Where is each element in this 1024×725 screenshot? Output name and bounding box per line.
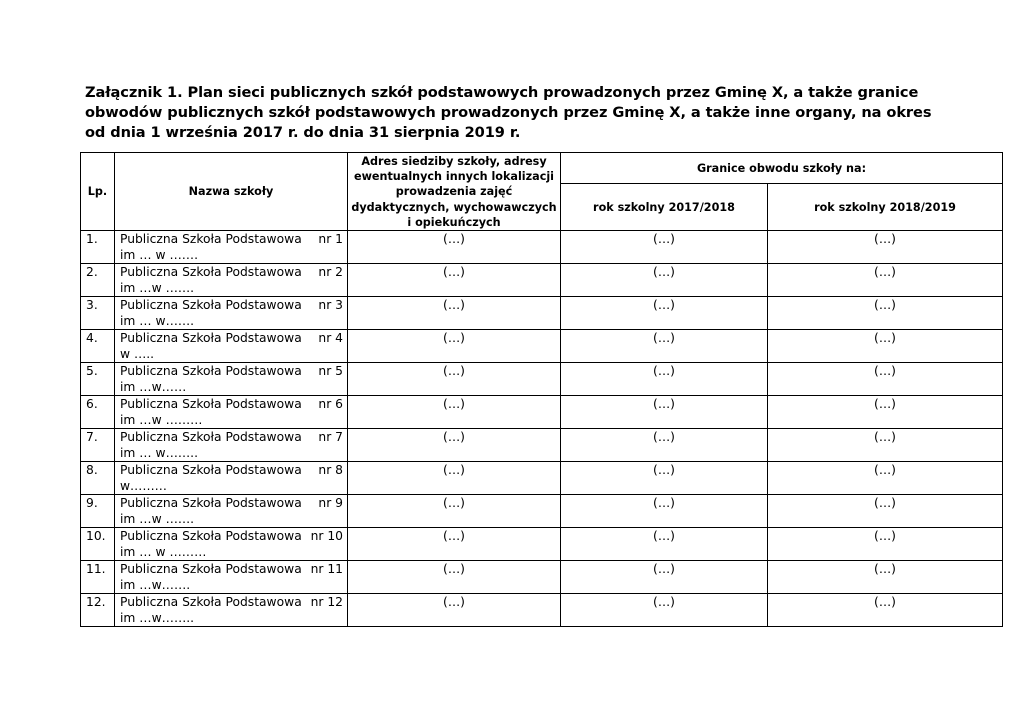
- header-year-2018-2019: rok szkolny 2018/2019: [768, 184, 1003, 231]
- school-number: nr 3: [318, 298, 343, 313]
- address-cell: (…): [348, 297, 561, 330]
- boundary-2018-2019-cell: (…): [768, 429, 1003, 462]
- row-number: 1.: [81, 231, 115, 264]
- table-row: [81, 396, 1003, 429]
- boundary-2017-2018-cell: (…): [561, 297, 768, 330]
- school-name: Publiczna Szkoła Podstawowa: [120, 397, 302, 412]
- table-row: [81, 297, 1003, 330]
- school-location: im …w……: [120, 380, 187, 395]
- school-name-cell: [115, 231, 348, 264]
- boundary-2017-2018-cell: (…): [561, 462, 768, 495]
- school-number: nr 7: [318, 430, 343, 445]
- header-address: Adres siedziby szkoły, adresy ewentualnych innych lokalizacji prowadzenia zajęć dydaktycznych, wychowawczych i opiekuńczych: [348, 153, 561, 231]
- school-name-cell: [115, 264, 348, 297]
- boundary-2018-2019-cell: (…): [768, 594, 1003, 627]
- address-cell: (…): [348, 594, 561, 627]
- boundary-2017-2018-cell: (…): [561, 231, 768, 264]
- header-lp: Lp.: [81, 153, 115, 231]
- school-name-cell: [115, 396, 348, 429]
- school-network-table: [80, 152, 1003, 627]
- boundary-2018-2019-cell: (…): [768, 363, 1003, 396]
- boundary-2017-2018-cell: (…): [561, 528, 768, 561]
- address-cell: (…): [348, 561, 561, 594]
- address-cell: (…): [348, 462, 561, 495]
- boundary-2018-2019-cell: (…): [768, 561, 1003, 594]
- school-name: Publiczna Szkoła Podstawowa: [120, 298, 302, 313]
- table-row: [81, 495, 1003, 528]
- table-body: [81, 231, 1003, 627]
- boundary-2018-2019-cell: (…): [768, 462, 1003, 495]
- boundary-2017-2018-cell: (…): [561, 330, 768, 363]
- table-row: [81, 363, 1003, 396]
- row-number: 4.: [81, 330, 115, 363]
- boundary-2017-2018-cell: (…): [561, 594, 768, 627]
- table-row: [81, 429, 1003, 462]
- school-number: nr 11: [310, 562, 343, 577]
- address-cell: (…): [348, 264, 561, 297]
- address-cell: (…): [348, 495, 561, 528]
- school-name: Publiczna Szkoła Podstawowa: [120, 265, 302, 280]
- boundary-2018-2019-cell: (…): [768, 330, 1003, 363]
- school-location: im … w…….: [120, 314, 195, 329]
- school-location: im …w…….: [120, 578, 191, 593]
- school-number: nr 10: [310, 529, 343, 544]
- boundary-2018-2019-cell: (…): [768, 264, 1003, 297]
- row-number: 9.: [81, 495, 115, 528]
- header-boundaries: Granice obwodu szkoły na:: [561, 153, 1003, 184]
- address-cell: (…): [348, 396, 561, 429]
- school-location: im …w …….: [120, 281, 195, 296]
- school-location: w………: [120, 479, 167, 494]
- row-number: 3.: [81, 297, 115, 330]
- school-name: Publiczna Szkoła Podstawowa: [120, 562, 302, 577]
- school-number: nr 4: [318, 331, 343, 346]
- school-location: im …w ………: [120, 413, 203, 428]
- address-cell: (…): [348, 231, 561, 264]
- school-name-cell: [115, 561, 348, 594]
- school-location: im … w ………: [120, 545, 207, 560]
- school-name: Publiczna Szkoła Podstawowa: [120, 364, 302, 379]
- school-number: nr 12: [310, 595, 343, 610]
- school-name: Publiczna Szkoła Podstawowa: [120, 463, 302, 478]
- table-row: [81, 264, 1003, 297]
- school-name-cell: [115, 363, 348, 396]
- table-row: [81, 330, 1003, 363]
- boundary-2017-2018-cell: (…): [561, 363, 768, 396]
- row-number: 8.: [81, 462, 115, 495]
- boundary-2017-2018-cell: (…): [561, 495, 768, 528]
- school-name: Publiczna Szkoła Podstawowa: [120, 232, 302, 247]
- school-name-cell: [115, 528, 348, 561]
- row-number: 6.: [81, 396, 115, 429]
- boundary-2017-2018-cell: (…): [561, 396, 768, 429]
- address-cell: (…): [348, 330, 561, 363]
- table-header: [81, 153, 1003, 231]
- row-number: 11.: [81, 561, 115, 594]
- school-name: Publiczna Szkoła Podstawowa: [120, 529, 302, 544]
- school-number: nr 9: [318, 496, 343, 511]
- school-location: im …w …….: [120, 512, 195, 527]
- header-year-2017-2018: rok szkolny 2017/2018: [561, 184, 768, 231]
- boundary-2018-2019-cell: (…): [768, 297, 1003, 330]
- school-number: nr 2: [318, 265, 343, 280]
- boundary-2017-2018-cell: (…): [561, 561, 768, 594]
- school-number: nr 1: [318, 232, 343, 247]
- school-name-cell: [115, 495, 348, 528]
- header-school-name: Nazwa szkoły: [115, 153, 348, 231]
- school-name: Publiczna Szkoła Podstawowa: [120, 496, 302, 511]
- school-location: w …..: [120, 347, 155, 362]
- school-number: nr 8: [318, 463, 343, 478]
- school-name-cell: [115, 297, 348, 330]
- address-cell: (…): [348, 363, 561, 396]
- row-number: 2.: [81, 264, 115, 297]
- boundary-2018-2019-cell: (…): [768, 528, 1003, 561]
- table-row: [81, 561, 1003, 594]
- row-number: 7.: [81, 429, 115, 462]
- row-number: 10.: [81, 528, 115, 561]
- school-name-cell: [115, 594, 348, 627]
- boundary-2018-2019-cell: (…): [768, 396, 1003, 429]
- table-row: [81, 462, 1003, 495]
- row-number: 5.: [81, 363, 115, 396]
- school-location: im … w……..: [120, 446, 198, 461]
- school-number: nr 6: [318, 397, 343, 412]
- school-name-cell: [115, 462, 348, 495]
- boundary-2018-2019-cell: (…): [768, 231, 1003, 264]
- school-name: Publiczna Szkoła Podstawowa: [120, 331, 302, 346]
- school-location: im …w……..: [120, 611, 195, 626]
- address-cell: (…): [348, 429, 561, 462]
- table-row: [81, 594, 1003, 627]
- address-cell: (…): [348, 528, 561, 561]
- school-name-cell: [115, 330, 348, 363]
- boundary-2018-2019-cell: (…): [768, 495, 1003, 528]
- school-name-cell: [115, 429, 348, 462]
- school-location: im … w …….: [120, 248, 198, 263]
- row-number: 12.: [81, 594, 115, 627]
- school-name: Publiczna Szkoła Podstawowa: [120, 595, 302, 610]
- boundary-2017-2018-cell: (…): [561, 264, 768, 297]
- boundary-2017-2018-cell: (…): [561, 429, 768, 462]
- school-number: nr 5: [318, 364, 343, 379]
- school-name: Publiczna Szkoła Podstawowa: [120, 430, 302, 445]
- table-row: [81, 528, 1003, 561]
- table-row: [81, 231, 1003, 264]
- document-title: Załącznik 1. Plan sieci publicznych szkół podstawowych prowadzonych przez Gminę X, a także granice obwodów publicznych szkół podstawowych prowadzonych przez Gminę X, a także inne organy, na okres od dnia 1 września 2017 r. do dnia 31 sierpnia 2019 r.: [85, 84, 932, 141]
